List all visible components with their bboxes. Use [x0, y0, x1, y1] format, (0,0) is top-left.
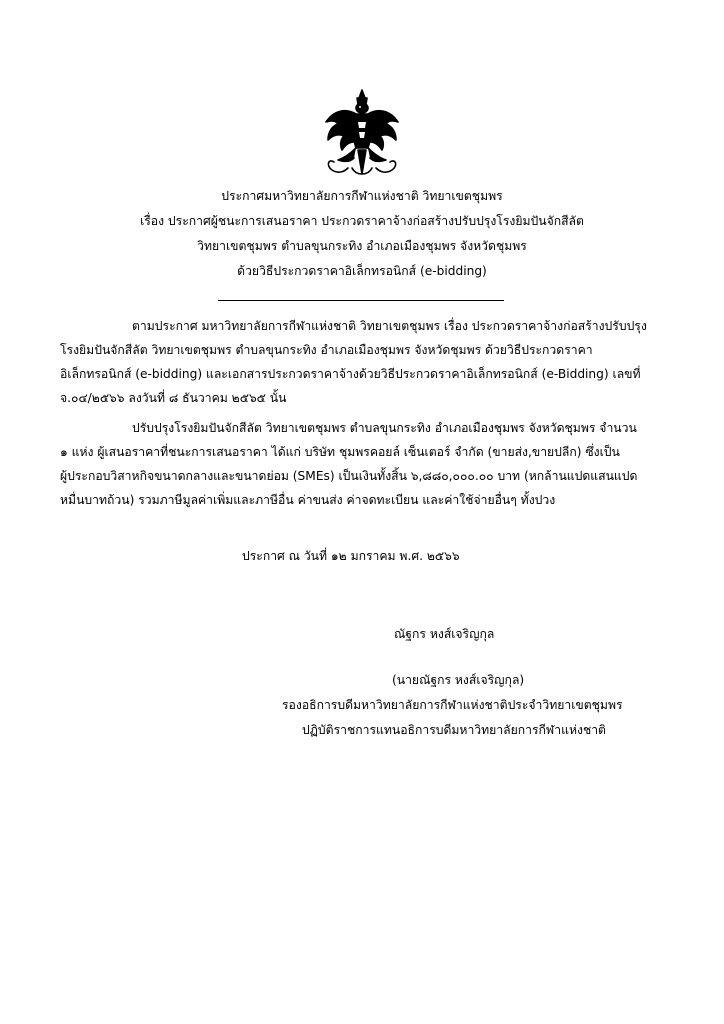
paragraph-2-line-1: ปรับปรุงโรงยิมปันจักสีลัต วิทยาเขตชุมพร ตำบลขุนกระทิง อำเภอเมืองชุมพร จังหวัดชุมพร จำนวน — [132, 421, 637, 435]
header-divider — [218, 300, 504, 301]
paragraph-1-line-4: จ.๐๔/๒๕๖๖ ลงวันที่ ๘ ธันวาคม ๒๕๖๕ นั้น — [60, 391, 287, 405]
garuda-emblem-icon — [318, 88, 406, 178]
announcement-method: ด้วยวิธีประกวดราคาอิเล็กทรอนิกส์ (e-bidding) — [237, 264, 487, 278]
announcement-subject: เรื่อง ประกาศผู้ชนะการเสนอราคา ประกวดราคาจ้างก่อสร้างปรับปรุงโรงยิมปันจักสีลัต — [140, 214, 584, 228]
announcement-title: ประกาศมหาวิทยาลัยการกีฬาแห่งชาติ วิทยาเขตชุมพร — [221, 189, 503, 203]
paragraph-2-line-3: ผู้ประกอบวิสาหกิจขนาดกลางและขนาดย่อม (SMEs) เป็นเงินทั้งสิ้น ๖,๘๘๐,๐๐๐.๐๐ บาท (หกล้านแปดแสนแปด — [60, 469, 638, 483]
signature-name: ณัฐกร หงส์เจริญกุล — [394, 627, 495, 641]
signatory-position-2: ปฏิบัติราชการแทนอธิการบดีมหาวิทยาลัยการกีฬาแห่งชาติ — [302, 723, 606, 737]
paragraph-1-line-2: โรงยิมปันจักสีลัต วิทยาเขตชุมพร ตำบลขุนกระทิง อำเภอเมืองชุมพร จังหวัดชุมพร ด้วยวิธีประกวดราคา — [60, 343, 593, 357]
paragraph-2-line-2: ๑ แห่ง ผู้เสนอราคาที่ชนะการเสนอราคา ได้แก่ บริษัท ชุมพรคอยล์ เซ็นเตอร์ จำกัด (ขายส่ง,ขายปลีก) ซึ่งเป็น — [60, 445, 620, 459]
paragraph-1-line-3: อิเล็กทรอนิกส์ (e-bidding) และเอกสารประกวดราคาจ้างด้วยวิธีประกวดราคาอิเล็กทรอนิกส์ (e-Bidding) เลขที่ — [60, 367, 641, 381]
paragraph-1-line-1: ตามประกาศ มหาวิทยาลัยการกีฬาแห่งชาติ วิทยาเขตชุมพร เรื่อง ประกวดราคาจ้างก่อสร้างปรับปรุง — [132, 319, 647, 333]
announcement-date: ประกาศ ณ วันที่ ๑๒ มกราคม พ.ศ. ๒๕๖๖ — [242, 549, 460, 563]
paragraph-2-line-4: หมื่นบาทถ้วน) รวมภาษีมูลค่าเพิ่มและภาษีอื่น ค่าขนส่ง ค่าจดทะเบียน และค่าใช้จ่ายอื่นๆ ทั้งปวง — [60, 493, 556, 507]
signatory-position-1: รองอธิการบดีมหาวิทยาลัยการกีฬาแห่งชาติประจำวิทยาเขตชุมพร — [282, 698, 623, 712]
signatory-printed-name: (นายณัฐกร หงส์เจริญกุล) — [392, 673, 525, 687]
announcement-location: วิทยาเขตชุมพร ตำบลขุนกระทิง อำเภอเมืองชุมพร จังหวัดชุมพร — [197, 239, 527, 253]
